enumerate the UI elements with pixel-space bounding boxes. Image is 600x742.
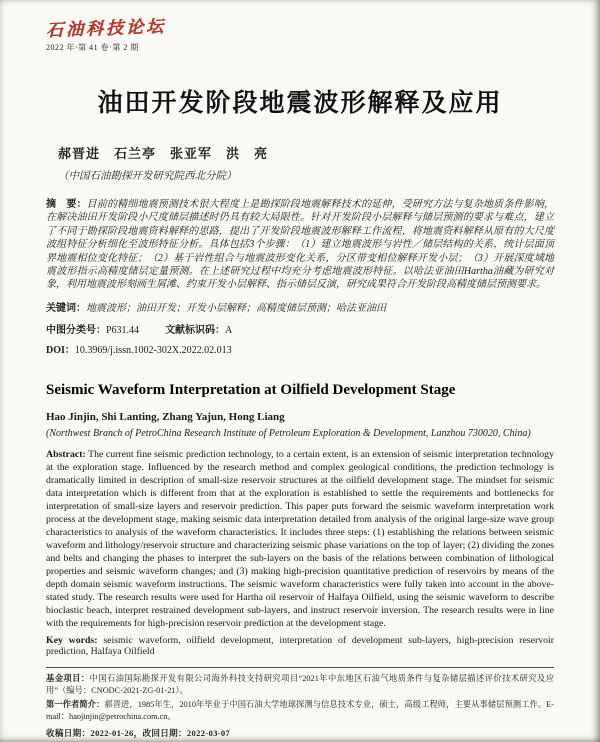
doc-code-value: A (225, 324, 233, 336)
classification-line (46, 321, 554, 336)
keywords-label-en: Key words: (46, 634, 98, 646)
author-bio-note (46, 699, 554, 724)
article-title-en: Seismic Waveform Interpretation at Oilfield Development Stage (46, 381, 456, 398)
authors-cn: 郝晋进 石兰亭 张亚军 洪 亮 (58, 146, 269, 161)
authors-en: Hao Jinjin, Shi Lanting, Zhang Yajun, Hong Liang (46, 410, 285, 423)
clc-label: 中图分类号： (46, 324, 106, 336)
abstract-label-cn: 摘 要： (46, 199, 87, 210)
doi-line (46, 341, 554, 356)
fund-label: 基金项目： (46, 673, 90, 683)
abstract-text-en: The current fine seismic prediction technology, to a certain extent, is an extension of seismic interpretation technology at the exploration stage. Influenced by the research method and complex geological conditions, the prediction technology is dramatically limited in description of small-size reservoir structures at the oilfield development stage. The mindset for seismic data interpretation which is different from that at the exploration is established to settle the requirements and bottlenecks for interpretation of small-size layers and reservoir prediction. This paper puts forward the seismic waveform interpretation work process at the development stage, making seismic data interpretation detailed from analysis of the original large-size wave group characteristics to analysis of the waveform characteristics. It includes three steps: (1) establishing the relations between seismic waveform and lithology/reservoir structure and characterizing seismic phase variations on the top of layer; (2) dividing the zones and belts and changing the phases to interpret the sub-layers on the basis of the relations between combination of lithological properties and seismic waveform changes; and (3) making high-precision quantitative prediction of reservoirs by means of the depth domain seismic waveform instructions. The seismic waveform characteristics were fully taken into account in the above-stated study. The research results were used for Hartha oil reservoir of Halfaya Oilfield, using the seismic waveform to describe bioclastic beach, interpret restrained development sub-layers, and instruct reservoir inversion. The research results were in line with the requirements for high-precision reservoir prediction at the development stage. (46, 448, 554, 629)
affiliation-en: (Northwest Branch of PetroChina Research Institute of Petroleum Exploration & Development, Lanzhou 730020, China) (46, 427, 531, 439)
fund-text: 中国石油国际勘探开发有限公司海外科技支持研究项目“2021年中东地区石油气地质条件与复杂储层描述评价技术研究及应用”（编号：CNODC-2021-ZG-01-21）。 (46, 673, 554, 696)
keywords-label-cn: 关键词： (46, 302, 86, 314)
doi-label: DOI： (46, 344, 75, 356)
journal-header (46, 14, 554, 53)
keywords-cn (46, 299, 554, 314)
clc-value: P631.44 (106, 324, 140, 336)
abstract-label-en: Abstract: (46, 448, 86, 460)
journal-issue-line: 2022 年·第 41 卷·第 2 期 (46, 43, 139, 52)
keywords-text-cn: 地震波形；油田开发；开发小层解释；高精度储层预测；哈法亚油田 (86, 302, 386, 314)
doi-value: 10.3969/j.issn.1002-302X.2022.02.013 (74, 344, 232, 356)
dates-line: 收稿日期：2022-01-26，改回日期：2022-03-07 (46, 727, 231, 738)
abstract-en (46, 448, 554, 630)
affiliation-cn: （中国石油勘探开发研究院西北分院） (58, 171, 237, 182)
fund-note (46, 673, 554, 698)
abstract-cn (46, 198, 554, 292)
journal-logo: 石油科技论坛 (46, 16, 166, 41)
abstract-text-cn: 目前的精细地震预测技术很大程度上是勘探阶段地震解释技术的延伸，受研究方法与复杂地质条件影响，在解决油田开发阶段小尺度储层描述时仍具有较大局限性。针对开发阶段小层解释与储层预测的要求与难点，建立了不同于勘探阶段地震资料解释的思路，提出了开发阶段地震波形解释工作流程，将地震资料解释从原有的大尺度波组特征分析细化至波形特征分析。具体包括3个步骤：（1）建立地震波形与岩性／储层结构的关系，统计层面顶界地震相位变化特征；（2）基于岩性组合与地震波形变化关系，分区带变相位解释开发小层；（3）开展深度域地震波形指示高精度储层定量预测。在上述研究过程中均充分考虑地震波形特征。以哈法亚油田Hartha油藏为研究对象，利用地震波形刻画生屑滩、约束开发小层解释、指示储层反演，研究成果符合开发阶段高精度储层预测要求。 (46, 199, 555, 291)
article-title-cn: 油田开发阶段地震波形解释及应用 (97, 89, 503, 117)
doc-code-label: 文献标识码： (165, 324, 226, 336)
author-bio-text: 郝晋进，1985年生，2010年毕业于中国石油大学地球探测与信息技术专业，硕士，高级工程师，主要从事储层预测工作。E-mail：haojinjin@petrochina.com.cn。 (46, 699, 554, 722)
keywords-en (46, 635, 554, 657)
author-bio-label: 第一作者简介： (46, 699, 105, 709)
keywords-text-en: seismic waveform, oilfield development, interpretation of development sub-layers, high-precision reservoir prediction, Halfaya Oilfield (46, 634, 554, 657)
footnote-section (46, 667, 554, 740)
